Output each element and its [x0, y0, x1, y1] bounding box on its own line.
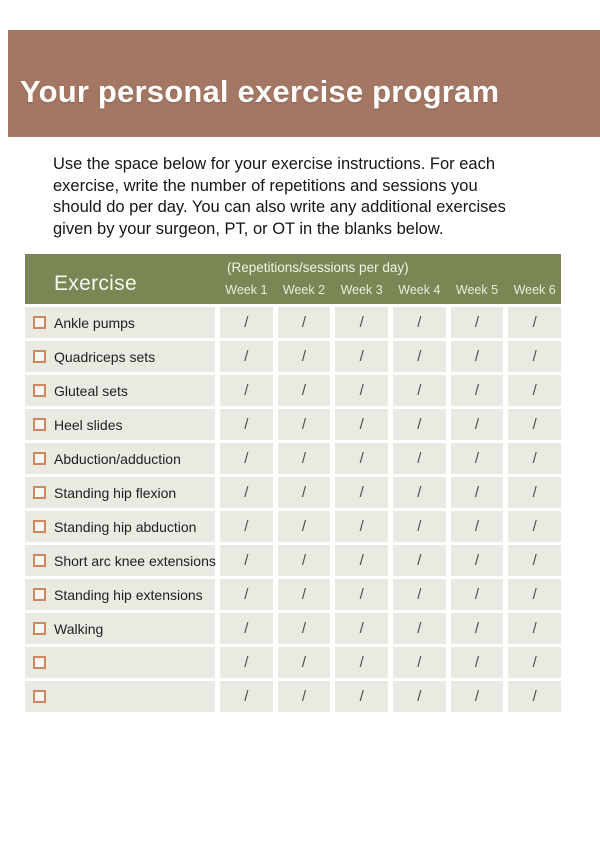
week-cell[interactable]: [508, 613, 561, 644]
week-cell[interactable]: [220, 613, 273, 644]
slash-mark: /: [417, 416, 422, 433]
exercise-label: Standing hip extensions: [54, 586, 203, 603]
week-label: Week 5: [455, 283, 499, 297]
week-label: Week 2: [282, 283, 326, 297]
week-cell[interactable]: [451, 477, 504, 508]
week-cell[interactable]: [508, 409, 561, 440]
exercise-checkbox[interactable]: [33, 418, 46, 431]
slash-mark: /: [244, 518, 249, 535]
week-cell[interactable]: [393, 409, 446, 440]
slash-mark: /: [532, 484, 537, 501]
week-cell[interactable]: [451, 307, 504, 338]
week-cell[interactable]: [278, 511, 331, 542]
slash-mark: /: [359, 688, 364, 705]
slash-mark: /: [244, 586, 249, 603]
week-cell[interactable]: [451, 341, 504, 372]
slash-mark: /: [474, 382, 480, 399]
week-cell[interactable]: [451, 511, 504, 542]
exercise-cell: [25, 511, 215, 542]
slash-mark: /: [301, 314, 307, 331]
table-row: [25, 341, 561, 372]
slash-mark: /: [532, 382, 537, 399]
slash-mark: /: [359, 450, 364, 467]
slash-mark: /: [532, 416, 537, 433]
exercise-checkbox[interactable]: [33, 452, 46, 465]
slash-mark: /: [532, 348, 537, 365]
week-cell[interactable]: [220, 511, 273, 542]
week-cell[interactable]: [278, 579, 331, 610]
week-cell[interactable]: [278, 681, 331, 712]
slash-mark: /: [359, 484, 364, 501]
week-cell[interactable]: [335, 647, 388, 678]
week-cell[interactable]: [335, 307, 388, 338]
slash-mark: /: [244, 484, 249, 501]
week-cell[interactable]: [451, 681, 504, 712]
week-cell[interactable]: [335, 545, 388, 576]
week-cell[interactable]: [451, 647, 504, 678]
week-cell[interactable]: [278, 647, 331, 678]
table-row: [25, 681, 561, 712]
title-band: [8, 30, 600, 137]
week-cell[interactable]: [393, 647, 446, 678]
slash-mark: /: [301, 450, 307, 467]
week-cell[interactable]: [508, 341, 561, 372]
intro-text: [53, 154, 506, 240]
slash-mark: /: [359, 518, 364, 535]
exercise-label: Abduction/adduction: [54, 450, 181, 467]
slash-mark: /: [417, 382, 422, 399]
slash-mark: /: [474, 688, 480, 705]
week-cell[interactable]: [335, 477, 388, 508]
exercise-label: Ankle pumps: [54, 314, 135, 331]
week-cell[interactable]: [335, 409, 388, 440]
slash-mark: /: [474, 620, 480, 637]
slash-mark: /: [417, 654, 422, 671]
week-cell[interactable]: [278, 477, 331, 508]
slash-mark: /: [244, 314, 249, 331]
table-row: [25, 613, 561, 644]
week-cell[interactable]: [508, 307, 561, 338]
week-cell[interactable]: [508, 511, 561, 542]
week-cell[interactable]: [220, 443, 273, 474]
exercise-checkbox[interactable]: [33, 690, 46, 703]
exercise-cell: [25, 477, 215, 508]
week-cell[interactable]: [508, 443, 561, 474]
slash-mark: /: [359, 654, 364, 671]
slash-mark: /: [244, 620, 249, 637]
intro-line: exercise, write the number of repetitions and sessions you: [53, 176, 478, 195]
slash-mark: /: [474, 552, 480, 569]
table-header: [25, 254, 561, 304]
week-cell[interactable]: [393, 341, 446, 372]
exercise-cell: [25, 613, 215, 644]
slash-mark: /: [244, 688, 249, 705]
slash-mark: /: [301, 620, 307, 637]
exercise-checkbox[interactable]: [33, 384, 46, 397]
exercise-checkbox[interactable]: [33, 350, 46, 363]
week-cell[interactable]: [278, 375, 331, 406]
week-cell[interactable]: [508, 375, 561, 406]
exercise-cell: [25, 647, 215, 678]
slash-mark: /: [301, 416, 307, 433]
slash-mark: /: [301, 382, 307, 399]
week-label: Week 6: [513, 283, 556, 297]
slash-mark: /: [359, 552, 364, 569]
week-cell[interactable]: [393, 477, 446, 508]
exercise-label: Short arc knee extensions: [54, 552, 216, 569]
week-label: Week 4: [398, 283, 441, 297]
week-cell[interactable]: [451, 613, 504, 644]
week-cell[interactable]: [508, 647, 561, 678]
week-cell[interactable]: [335, 443, 388, 474]
week-cell[interactable]: [451, 579, 504, 610]
week-cell[interactable]: [278, 613, 331, 644]
slash-mark: /: [532, 688, 537, 705]
exercise-cell: [25, 443, 215, 474]
week-cell[interactable]: [220, 545, 273, 576]
intro-line: should do per day. You can also write any additional exercises: [53, 198, 506, 216]
week-cell[interactable]: [335, 341, 388, 372]
slash-mark: /: [532, 620, 537, 637]
exercise-label: Walking: [54, 620, 104, 637]
week-cell[interactable]: [220, 647, 273, 678]
week-label: Week 3: [340, 283, 383, 297]
week-cell[interactable]: [278, 307, 331, 338]
table-row: [25, 443, 561, 474]
weeks-header-group: [220, 254, 561, 304]
exercise-label: Gluteal sets: [54, 382, 128, 399]
slash-mark: /: [474, 450, 480, 467]
week-cell[interactable]: [393, 375, 446, 406]
slash-mark: /: [417, 484, 422, 501]
slash-mark: /: [244, 654, 249, 671]
exercise-checkbox[interactable]: [33, 316, 46, 329]
slash-mark: /: [474, 586, 480, 603]
week-cell[interactable]: [278, 341, 331, 372]
slash-mark: /: [301, 552, 307, 569]
week-cell[interactable]: [393, 681, 446, 712]
week-cell[interactable]: [335, 511, 388, 542]
slash-mark: /: [359, 620, 364, 637]
slash-mark: /: [474, 518, 480, 535]
exercise-column-header: Exercise: [54, 272, 137, 295]
exercise-label: Quadriceps sets: [54, 348, 156, 365]
slash-mark: /: [532, 450, 537, 467]
week-cell[interactable]: [508, 681, 561, 712]
slash-mark: /: [359, 416, 364, 433]
week-labels-row: [220, 283, 561, 297]
table-row: [25, 579, 561, 610]
slash-mark: /: [532, 586, 537, 603]
week-cell[interactable]: [220, 409, 273, 440]
slash-mark: /: [301, 348, 307, 365]
exercise-cell: [25, 579, 215, 610]
slash-mark: /: [474, 654, 480, 671]
slash-mark: /: [417, 348, 422, 365]
week-cell[interactable]: [451, 443, 504, 474]
table-row: [25, 307, 561, 338]
slash-mark: /: [532, 314, 537, 331]
exercise-checkbox[interactable]: [33, 554, 46, 567]
week-cell[interactable]: [508, 477, 561, 508]
slash-mark: /: [359, 586, 364, 603]
slash-mark: /: [417, 314, 422, 331]
slash-mark: /: [359, 348, 364, 365]
slash-mark: /: [474, 348, 480, 365]
table-row: [25, 545, 561, 576]
exercise-cell: [25, 307, 215, 338]
slash-mark: /: [301, 654, 307, 671]
week-cell[interactable]: [393, 613, 446, 644]
week-cell[interactable]: [508, 545, 561, 576]
week-cell[interactable]: [393, 511, 446, 542]
week-cell[interactable]: [220, 681, 273, 712]
exercise-label: Standing hip flexion: [54, 484, 177, 501]
slash-mark: /: [474, 484, 480, 501]
slash-mark: /: [244, 348, 249, 365]
slash-mark: /: [244, 450, 249, 467]
week-cell[interactable]: [393, 307, 446, 338]
slash-mark: /: [301, 586, 307, 603]
exercise-checkbox[interactable]: [33, 520, 46, 533]
week-cell[interactable]: [335, 613, 388, 644]
week-cell[interactable]: [451, 375, 504, 406]
exercise-cell: [25, 681, 215, 712]
exercise-cell: [25, 409, 215, 440]
week-cell[interactable]: [278, 409, 331, 440]
table-row: [25, 647, 561, 678]
table-body: [25, 307, 561, 712]
week-cell[interactable]: [451, 545, 504, 576]
slash-mark: /: [244, 552, 249, 569]
slash-mark: /: [301, 518, 307, 535]
slash-mark: /: [301, 688, 307, 705]
week-cell[interactable]: [393, 579, 446, 610]
week-cell[interactable]: [220, 375, 273, 406]
exercise-checkbox[interactable]: [33, 588, 46, 601]
intro-line: Use the space below for your exercise instructions. For each: [53, 155, 496, 173]
slash-mark: /: [532, 552, 537, 569]
slash-mark: /: [244, 382, 249, 399]
slash-mark: /: [417, 586, 422, 603]
week-cell[interactable]: [451, 409, 504, 440]
week-cell[interactable]: [278, 443, 331, 474]
slash-mark: /: [417, 552, 422, 569]
week-cell[interactable]: [220, 579, 273, 610]
exercise-label: Heel slides: [54, 416, 123, 433]
week-cell[interactable]: [393, 443, 446, 474]
repetitions-header: (Repetitions/sessions per day): [227, 260, 409, 275]
slash-mark: /: [417, 688, 422, 705]
exercise-checkbox[interactable]: [33, 656, 46, 669]
table-row: [25, 409, 561, 440]
slash-mark: /: [532, 654, 537, 671]
exercise-cell: [25, 375, 215, 406]
week-cell[interactable]: [335, 579, 388, 610]
slash-mark: /: [474, 416, 480, 433]
week-cell[interactable]: [393, 545, 446, 576]
intro-line: given by your surgeon, PT, or OT in the blanks below.: [53, 219, 444, 238]
exercise-cell: [25, 545, 215, 576]
slash-mark: /: [244, 416, 249, 433]
week-cell[interactable]: [278, 545, 331, 576]
slash-mark: /: [359, 382, 364, 399]
slash-mark: /: [417, 620, 422, 637]
exercise-checkbox[interactable]: [33, 622, 46, 635]
week-cell[interactable]: [220, 307, 273, 338]
exercise-checkbox[interactable]: [33, 486, 46, 499]
week-cell[interactable]: [220, 341, 273, 372]
slash-mark: /: [417, 450, 422, 467]
week-cell[interactable]: [508, 579, 561, 610]
page-title: Your personal exercise program: [20, 73, 500, 109]
table-row: [25, 375, 561, 406]
slash-mark: /: [417, 518, 422, 535]
table-row: [25, 511, 561, 542]
week-label: Week 1: [225, 283, 268, 297]
week-cell[interactable]: [220, 477, 273, 508]
week-cell[interactable]: [335, 375, 388, 406]
slash-mark: /: [474, 314, 480, 331]
slash-mark: /: [359, 314, 364, 331]
table-row: [25, 477, 561, 508]
exercise-cell: [25, 341, 215, 372]
week-cell[interactable]: [335, 681, 388, 712]
exercise-label: Standing hip abduction: [54, 518, 197, 535]
slash-mark: /: [301, 484, 307, 501]
exercise-table: [25, 254, 561, 712]
slash-mark: /: [532, 518, 537, 535]
